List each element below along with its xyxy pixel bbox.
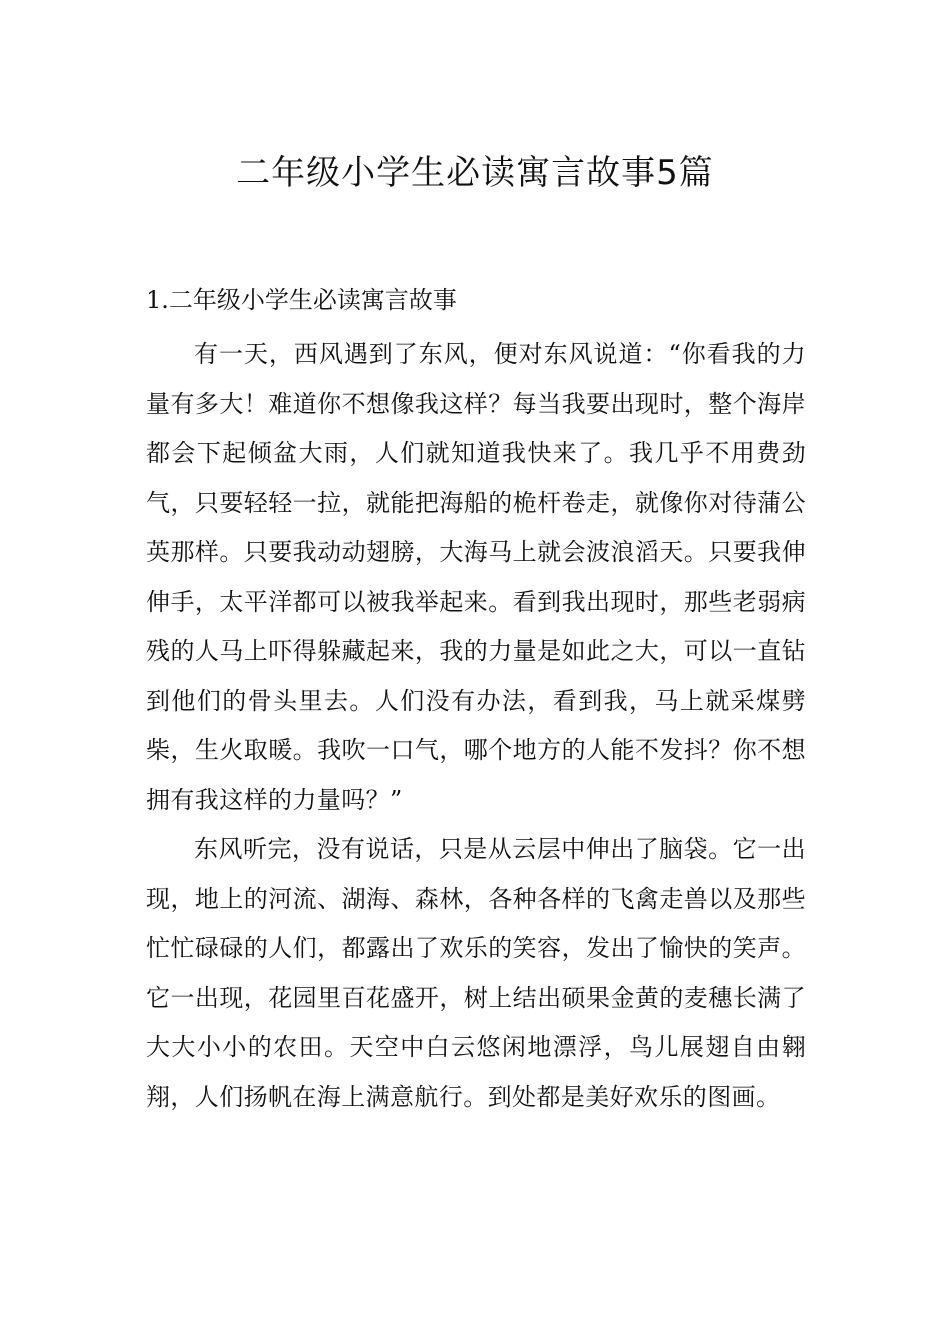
paragraph-east-wind: 东风听完，没有说话，只是从云层中伸出了脑袋。它一出现，地上的河流、湖海、森林，各种各样的飞禽走兽以及那些忙忙碌碌的人们，都露出了欢乐的笑容，发出了愉快的笑声。它一出现，花园里百花盛开，树上结出硕果金黄的麦穗长满了大大小小的农田。天空中白云悠闲地漂浮，鸟儿展翅自由翱翔，人们扬帆在海上满意航行。到处都是美好欢乐的图画。 xyxy=(146,835,806,1111)
story-body xyxy=(146,330,806,1122)
paragraph-west-wind: 有一天，西风遇到了东风，便对东风说道：“你看我的力量有多大！难道你不想像我这样？每当我要出现时，整个海岸都会下起倾盆大雨，人们就知道我快来了。我几乎不用费劲气，只要轻轻一拉，就能把海船的桅杆卷走，就像你对待蒲公英那样。只要我动动翅膀，大海马上就会波浪滔天。只要我伸伸手，太平洋都可以被我举起来。看到我出现时，那些老弱病残的人马上吓得躲藏起来，我的力量是如此之大，可以一直钻到他们的骨头里去。人们没有办法，看到我，马上就采煤劈柴，生火取暖。我吹一口气，哪个地方的人能不发抖？你不想拥有我这样的力量吗？” xyxy=(146,340,806,814)
document-title: 二年级小学生必读寓言故事5篇 xyxy=(236,152,714,193)
section-heading: 1.二年级小学生必读寓言故事 xyxy=(146,286,457,314)
